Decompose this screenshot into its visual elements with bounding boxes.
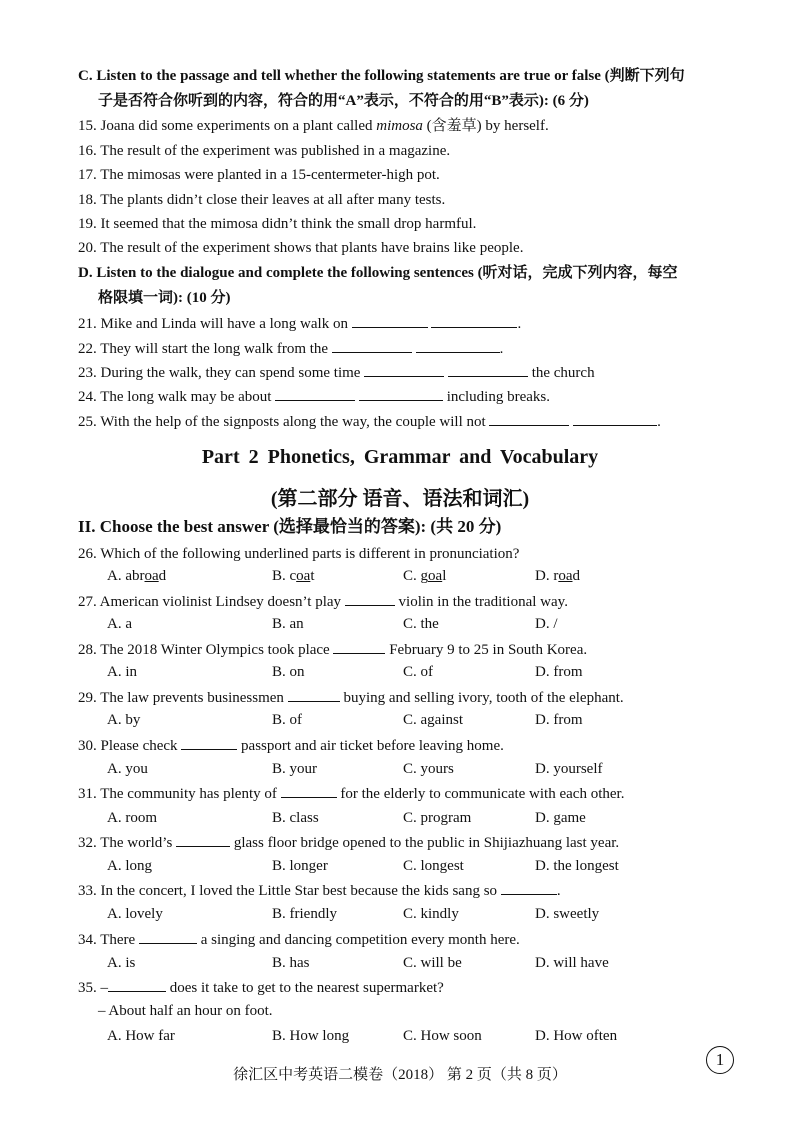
option-text: d xyxy=(158,568,167,584)
question-33-stem xyxy=(78,880,561,901)
q30-option-c[interactable]: C. yours xyxy=(403,761,454,777)
stem-text: . xyxy=(556,883,561,899)
page-footer: 徐汇区中考英语二模卷（2018） 第 2 页（共 8 页） xyxy=(233,1067,567,1083)
part2-title: Part 2 Phonetics, Grammar and Vocabulary xyxy=(201,446,599,468)
question-23-text-end: the church xyxy=(527,365,595,381)
q29-option-b[interactable]: B. of xyxy=(272,712,302,728)
option-text: t xyxy=(310,568,315,584)
stem-text: February 9 to 25 in South Korea. xyxy=(385,642,588,658)
stem-text: violin in the traditional way. xyxy=(394,594,568,610)
answer-blank[interactable] xyxy=(352,313,428,328)
stem-text: 32. The world’s xyxy=(78,835,177,851)
q33-option-c[interactable]: C. kindly xyxy=(403,906,459,922)
answer-blank[interactable] xyxy=(345,591,395,606)
option-text: l xyxy=(442,568,447,584)
answer-blank[interactable] xyxy=(139,929,197,944)
q29-option-d[interactable]: D. from xyxy=(535,712,583,728)
q34-option-b[interactable]: B. has xyxy=(272,955,310,971)
question-22-text-end: . xyxy=(499,341,504,357)
answer-blank[interactable] xyxy=(108,977,166,992)
answer-blank[interactable] xyxy=(573,411,657,426)
underlined-letters: oa xyxy=(296,568,311,584)
question-32-stem xyxy=(78,832,619,853)
stem-text: 28. The 2018 Winter Olympics took place xyxy=(78,642,334,658)
question-20: 20. The result of the experiment shows that plants have brains like people. xyxy=(78,240,524,256)
q26-option-d[interactable] xyxy=(535,566,580,586)
q31-option-d[interactable]: D. game xyxy=(535,810,586,826)
q28-option-a[interactable]: A. in xyxy=(107,664,137,680)
question-21-text: 21. Mike and Linda will have a long walk on xyxy=(78,316,352,332)
q35-option-d[interactable]: D. How often xyxy=(535,1028,618,1044)
question-16: 16. The result of the experiment was published in a magazine. xyxy=(78,143,451,159)
stem-text: 33. In the concert, I loved the Little Star best because the kids sang so xyxy=(78,883,501,899)
question-21-text-end: . xyxy=(517,316,522,332)
answer-blank[interactable] xyxy=(332,338,412,353)
stem-text: passport and air ticket before leaving home. xyxy=(237,738,504,754)
answer-blank[interactable] xyxy=(501,880,557,895)
q35-option-b[interactable]: B. How long xyxy=(272,1028,350,1044)
section-c-heading-line1: C. Listen to the passage and tell whether the following statements are true or false (判断下列句 xyxy=(78,68,685,84)
q35-option-a[interactable]: A. How far xyxy=(107,1028,175,1044)
answer-blank[interactable] xyxy=(364,362,444,377)
question-29-stem xyxy=(78,687,624,708)
q29-option-c[interactable]: C. against xyxy=(403,712,463,728)
underlined-letters: oa xyxy=(144,568,159,584)
stem-text: 30. Please check xyxy=(78,738,182,754)
question-21 xyxy=(78,313,521,334)
section-c-heading-line2: 子是否符合你听到的内容，符合的用“A”表示，不符合的用“B”表示): (6 分) xyxy=(98,93,589,109)
question-25 xyxy=(78,411,661,432)
q35-option-c[interactable]: C. How soon xyxy=(403,1028,482,1044)
question-23 xyxy=(78,362,595,383)
stem-text: a singing and dancing competition every month here. xyxy=(196,932,520,948)
question-15 xyxy=(78,116,549,136)
section-ii-heading: II. Choose the best answer (选择最恰当的答案): (共 20 分) xyxy=(78,517,502,536)
question-19: 19. It seemed that the mimosa didn’t think the small drop harmful. xyxy=(78,216,477,232)
question-35-reply: – About half an hour on foot. xyxy=(98,1003,273,1019)
page-number-circle: 1 xyxy=(706,1046,734,1074)
stem-text: does it take to get to the nearest supermarket? xyxy=(166,980,444,996)
question-24-text-end: including breaks. xyxy=(442,389,550,405)
question-28-stem xyxy=(78,639,587,660)
question-35-stem xyxy=(78,977,444,998)
q27-option-c[interactable]: C. the xyxy=(403,616,439,632)
q30-option-b[interactable]: B. your xyxy=(272,761,317,777)
q27-option-d[interactable]: D. / xyxy=(535,616,558,632)
q33-option-b[interactable]: B. friendly xyxy=(272,906,337,922)
option-text: A. abr xyxy=(107,568,145,584)
question-30-stem xyxy=(78,735,504,756)
question-25-text-end: . xyxy=(657,414,661,430)
question-17: 17. The mimosas were planted in a 15-centermeter-high pot. xyxy=(78,167,440,183)
stem-text: 35. – xyxy=(78,980,108,996)
q28-option-c[interactable]: C. of xyxy=(403,664,433,680)
answer-blank[interactable] xyxy=(448,362,528,377)
q28-option-d[interactable]: D. from xyxy=(535,664,583,680)
question-15-text: 15. Joana did some experiments on a plant called xyxy=(78,118,377,134)
stem-text: 31. The community has plenty of xyxy=(78,786,281,802)
q30-option-d[interactable]: D. yourself xyxy=(535,761,603,777)
answer-blank[interactable] xyxy=(281,783,337,798)
question-24 xyxy=(78,386,550,407)
underlined-letters: oa xyxy=(558,568,573,584)
question-27-stem xyxy=(78,591,568,612)
part2-subtitle: (第二部分 语音、语法和词汇) xyxy=(270,488,530,510)
question-18: 18. The plants didn’t close their leaves at all after many tests. xyxy=(78,192,446,208)
option-text: C. g xyxy=(403,568,429,584)
section-d-heading-line2: 格限填一词): (10 分) xyxy=(98,290,231,306)
question-31-stem xyxy=(78,783,624,804)
option-text: D. r xyxy=(535,568,559,584)
q26-option-b[interactable] xyxy=(272,566,315,586)
question-23-text: 23. During the walk, they can spend some time xyxy=(78,365,365,381)
option-text: B. c xyxy=(272,568,297,584)
q34-option-a[interactable]: A. is xyxy=(107,955,136,971)
question-15-term: mimosa xyxy=(376,118,423,134)
question-34-stem xyxy=(78,929,520,950)
q26-option-a[interactable] xyxy=(107,566,166,586)
answer-blank[interactable] xyxy=(359,386,443,401)
stem-text: buying and selling ivory, tooth of the elephant. xyxy=(339,690,624,706)
q33-option-a[interactable]: A. lovely xyxy=(107,906,163,922)
answer-blank[interactable] xyxy=(416,338,500,353)
answer-blank[interactable] xyxy=(333,639,385,654)
q33-option-d[interactable]: D. sweetly xyxy=(535,906,600,922)
q29-option-a[interactable]: A. by xyxy=(107,712,141,728)
q26-option-c[interactable] xyxy=(403,566,446,586)
stem-text: for the elderly to communicate with each other. xyxy=(336,786,625,802)
q32-option-d[interactable]: D. the longest xyxy=(535,858,619,874)
q30-option-a[interactable]: A. you xyxy=(107,761,148,777)
stem-text: 29. The law prevents businessmen xyxy=(78,690,288,706)
q32-option-b[interactable]: B. longer xyxy=(272,858,328,874)
question-22-text: 22. They will start the long walk from the xyxy=(78,341,332,357)
q32-option-c[interactable]: C. longest xyxy=(403,858,464,874)
q28-option-b[interactable]: B. on xyxy=(272,664,305,680)
underlined-letters: oa xyxy=(428,568,443,584)
option-text: d xyxy=(572,568,580,584)
q32-option-a[interactable]: A. long xyxy=(107,858,152,874)
question-22 xyxy=(78,338,503,359)
answer-blank[interactable] xyxy=(431,313,517,328)
question-15-text-end: (含羞草) by herself. xyxy=(422,118,549,134)
answer-blank[interactable] xyxy=(275,386,355,401)
answer-blank[interactable] xyxy=(181,735,237,750)
q27-option-a[interactable]: A. a xyxy=(107,616,132,632)
question-25-text: 25. With the help of the signposts along the way, the couple will not xyxy=(78,414,490,430)
answer-blank[interactable] xyxy=(288,687,340,702)
q34-option-c[interactable]: C. will be xyxy=(403,955,462,971)
q31-option-b[interactable]: B. class xyxy=(272,810,319,826)
stem-text: 34. There xyxy=(78,932,139,948)
q27-option-b[interactable]: B. an xyxy=(272,616,304,632)
section-d-heading-line1: D. Listen to the dialogue and complete the following sentences (听对话，完成下列内容，每空 xyxy=(78,265,678,281)
question-24-text: 24. The long walk may be about xyxy=(78,389,276,405)
q31-option-c[interactable]: C. program xyxy=(403,810,472,826)
question-26-stem: 26. Which of the following underlined parts is different in pronunciation? xyxy=(78,546,520,562)
stem-text: glass floor bridge opened to the public in Shijiazhuang last year. xyxy=(230,835,620,851)
stem-text: 27. American violinist Lindsey doesn’t play xyxy=(78,594,345,610)
answer-blank[interactable] xyxy=(176,832,230,847)
answer-blank[interactable] xyxy=(489,411,569,426)
q31-option-a[interactable]: A. room xyxy=(107,810,157,826)
q34-option-d[interactable]: D. will have xyxy=(535,955,609,971)
